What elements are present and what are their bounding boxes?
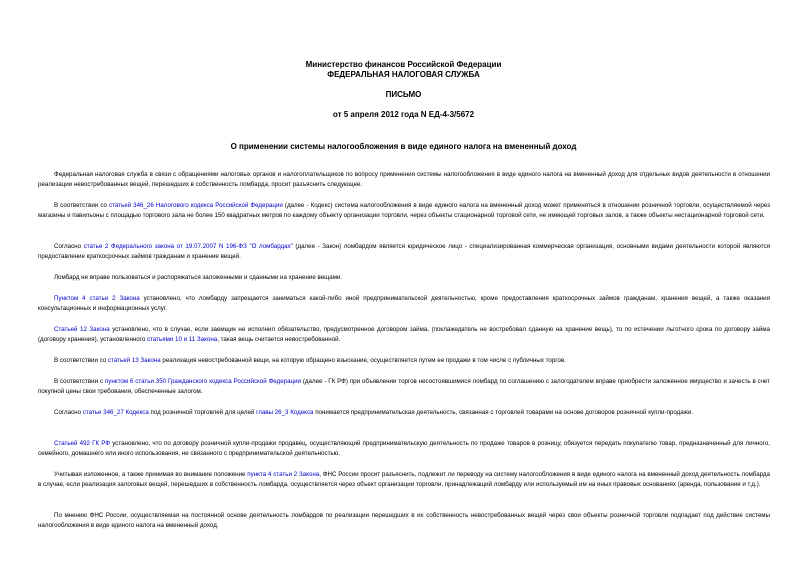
paragraph-text: (далее - Закон) ломбардом является юридическое лицо - специализированная коммерческая организация, основными видами деятельности которой являются предоставление краткосрочных займов гражданам и хранение вещей. (38, 243, 771, 261)
paragraph-1 (38, 170, 770, 191)
paragraph-11 (38, 470, 770, 491)
link-federal-law-196[interactable]: статье 2 Федерального закона от 19.07.2007 N 196-ФЗ "О ломбардах" (83, 243, 293, 250)
paragraph-text: (далее - ГК РФ) при объявлении торгов несостоявшимися ломбард по соглашению с залогодателем вправе приобрести заложенное имущество и зачесть в счет покупной цены свои требования, обеспеченные залогом. (38, 378, 770, 396)
paragraph-text: установлено, что в случае, если заемщик не исполнил обязательство, предусмотренное договором займа, (поклажедатель не востребовал сданную на хранение вещь), то по истечении льготного срока по договору займа (договору хранения), установленного (38, 326, 770, 344)
link-civil-code-492[interactable]: Статьей 492 ГК РФ (54, 440, 111, 447)
link-tax-code-346-26[interactable]: статьей 346_26 Налогового кодекса Российской Федерации (108, 202, 283, 209)
link-law-article-2-p4-second[interactable]: пункта 4 статьи 2 Закона (247, 471, 320, 478)
document-type: ПИСЬМО (385, 90, 422, 99)
paragraph-9 (38, 408, 770, 418)
paragraph-text: понимается предпринимательская деятельность, связанная с торговлей товарами на основе договоров розничной купли-продажи. (313, 409, 694, 416)
link-civil-code-350-p6[interactable]: пунктом 6 статьи 350 Гражданского кодекса Российской Федерации (104, 378, 301, 385)
paragraph-10 (38, 439, 770, 460)
document-date-number: от 5 апреля 2012 года N ЕД-4-3/5672 (332, 110, 475, 119)
paragraph-3 (38, 242, 770, 263)
paragraph-text: По мнению ФНС России, осуществляемая на постоянной основе деятельность ломбардов по реализации перешедших в их собственность невостребованных вещей через свои объекты розничной торговли подпадает под действие системы налогообложения в виде единого налога на вмененный доход. (38, 512, 770, 530)
paragraph-text: установлено, что ломбарду запрещается заниматься какой-либо иной предпринимательской деятельностью, кроме предоставления краткосрочных займов гражданам, хранения вещей, а также оказания консультационных и информационных услуг. (38, 295, 770, 313)
paragraph-2 (38, 201, 770, 222)
paragraph-text: (далее - Кодекс) система налогообложения в виде единого налога на вмененный доход может применяться в отношении розничной торговли, осуществляемой через магазины и павильоны с площадью торгового зала не более 150 квадратных метров по каждому объекту организации торговли, через объекты стационарной торговой сети, не имеющей торговых залов, а также объекты нестационарной торговой сети. (38, 202, 770, 220)
link-law-articles-10-11[interactable]: статьями 10 и 11 Закона (147, 336, 218, 344)
paragraph-text: В соответствии с (54, 378, 105, 385)
link-law-article-13[interactable]: статьей 13 Закона (107, 357, 161, 364)
paragraph-text: В соответствии со (54, 357, 108, 364)
paragraph-text: реализация невостребованной вещи, на которую обращено взыскание, осуществляется путем ее продажи в том числе с публичных торгов. (160, 357, 566, 364)
paragraph-5 (38, 294, 770, 315)
paragraph-text: , ФНС России просит разъяснить, подлежит ли переводу на систему налогообложения в виде единого налога на вмененный доход деятельность ломбарда в случае, если реализация залоговых вещей, перешедших в собственность ломбарда, осуществляется через объект организации торговли, принадлежащий ломбарду или используемый им на иных правовых основаниях (аренда, пользование и т.д.). (38, 471, 770, 489)
paragraph-text: установлено, что по договору розничной купли-продажи продавец, осуществляющий предпринимательскую деятельность по продаже товаров в розницу, обязуется передать покупателю товар, предназначенный для личного, семейного, домашнего или иного использования, не связанного с предпринимательской деятельностью. (38, 440, 770, 458)
link-tax-code-chapter-26-3[interactable]: главы 26_3 Кодекса (256, 409, 314, 416)
paragraph-12 (38, 511, 770, 532)
paragraph-text: Федеральная налоговая служба в связи с обращениями налоговых органов и налогоплательщиков по вопросу применения системы налогообложения в виде единого налога на вмененный доход для отдельных видов деятельности в отношении реализации невостребованных вещей, перешедших в собственность ломбарда, просит разъяснить следующее. (38, 171, 770, 189)
link-tax-code-346-27[interactable]: статье 346_27 Кодекса (82, 409, 149, 416)
paragraph-8 (38, 377, 770, 398)
paragraph-text: В соответствии со (54, 202, 109, 209)
link-law-article-12[interactable]: Статьей 12 Закона (54, 326, 110, 333)
link-law-article-2-p4[interactable]: Пунктом 4 статьи 2 Закона (54, 295, 140, 302)
paragraph-text: , такая вещь считается невостребованной. (217, 336, 341, 344)
paragraph-7 (38, 356, 770, 366)
paragraph-4 (38, 273, 770, 283)
paragraph-text: Согласно (54, 409, 83, 416)
ministry-name: Министерство финансов Российской Федерации (305, 60, 502, 69)
paragraph-6 (38, 325, 770, 346)
paragraph-text: под розничной торговлей для целей (148, 409, 257, 416)
paragraph-text: Ломбард не вправе пользоваться и распоряжаться заложенными и сданными на хранение вещами. (54, 274, 343, 281)
service-name: ФЕДЕРАЛЬНАЯ НАЛОГОВАЯ СЛУЖБА (327, 70, 480, 79)
document-subject: О применении системы налогообложения в виде единого налога на вмененный доход (230, 142, 577, 151)
paragraph-text: Согласно (54, 243, 84, 250)
paragraph-text: Учитывая изложенное, а также принимая во внимание положение (54, 471, 248, 478)
